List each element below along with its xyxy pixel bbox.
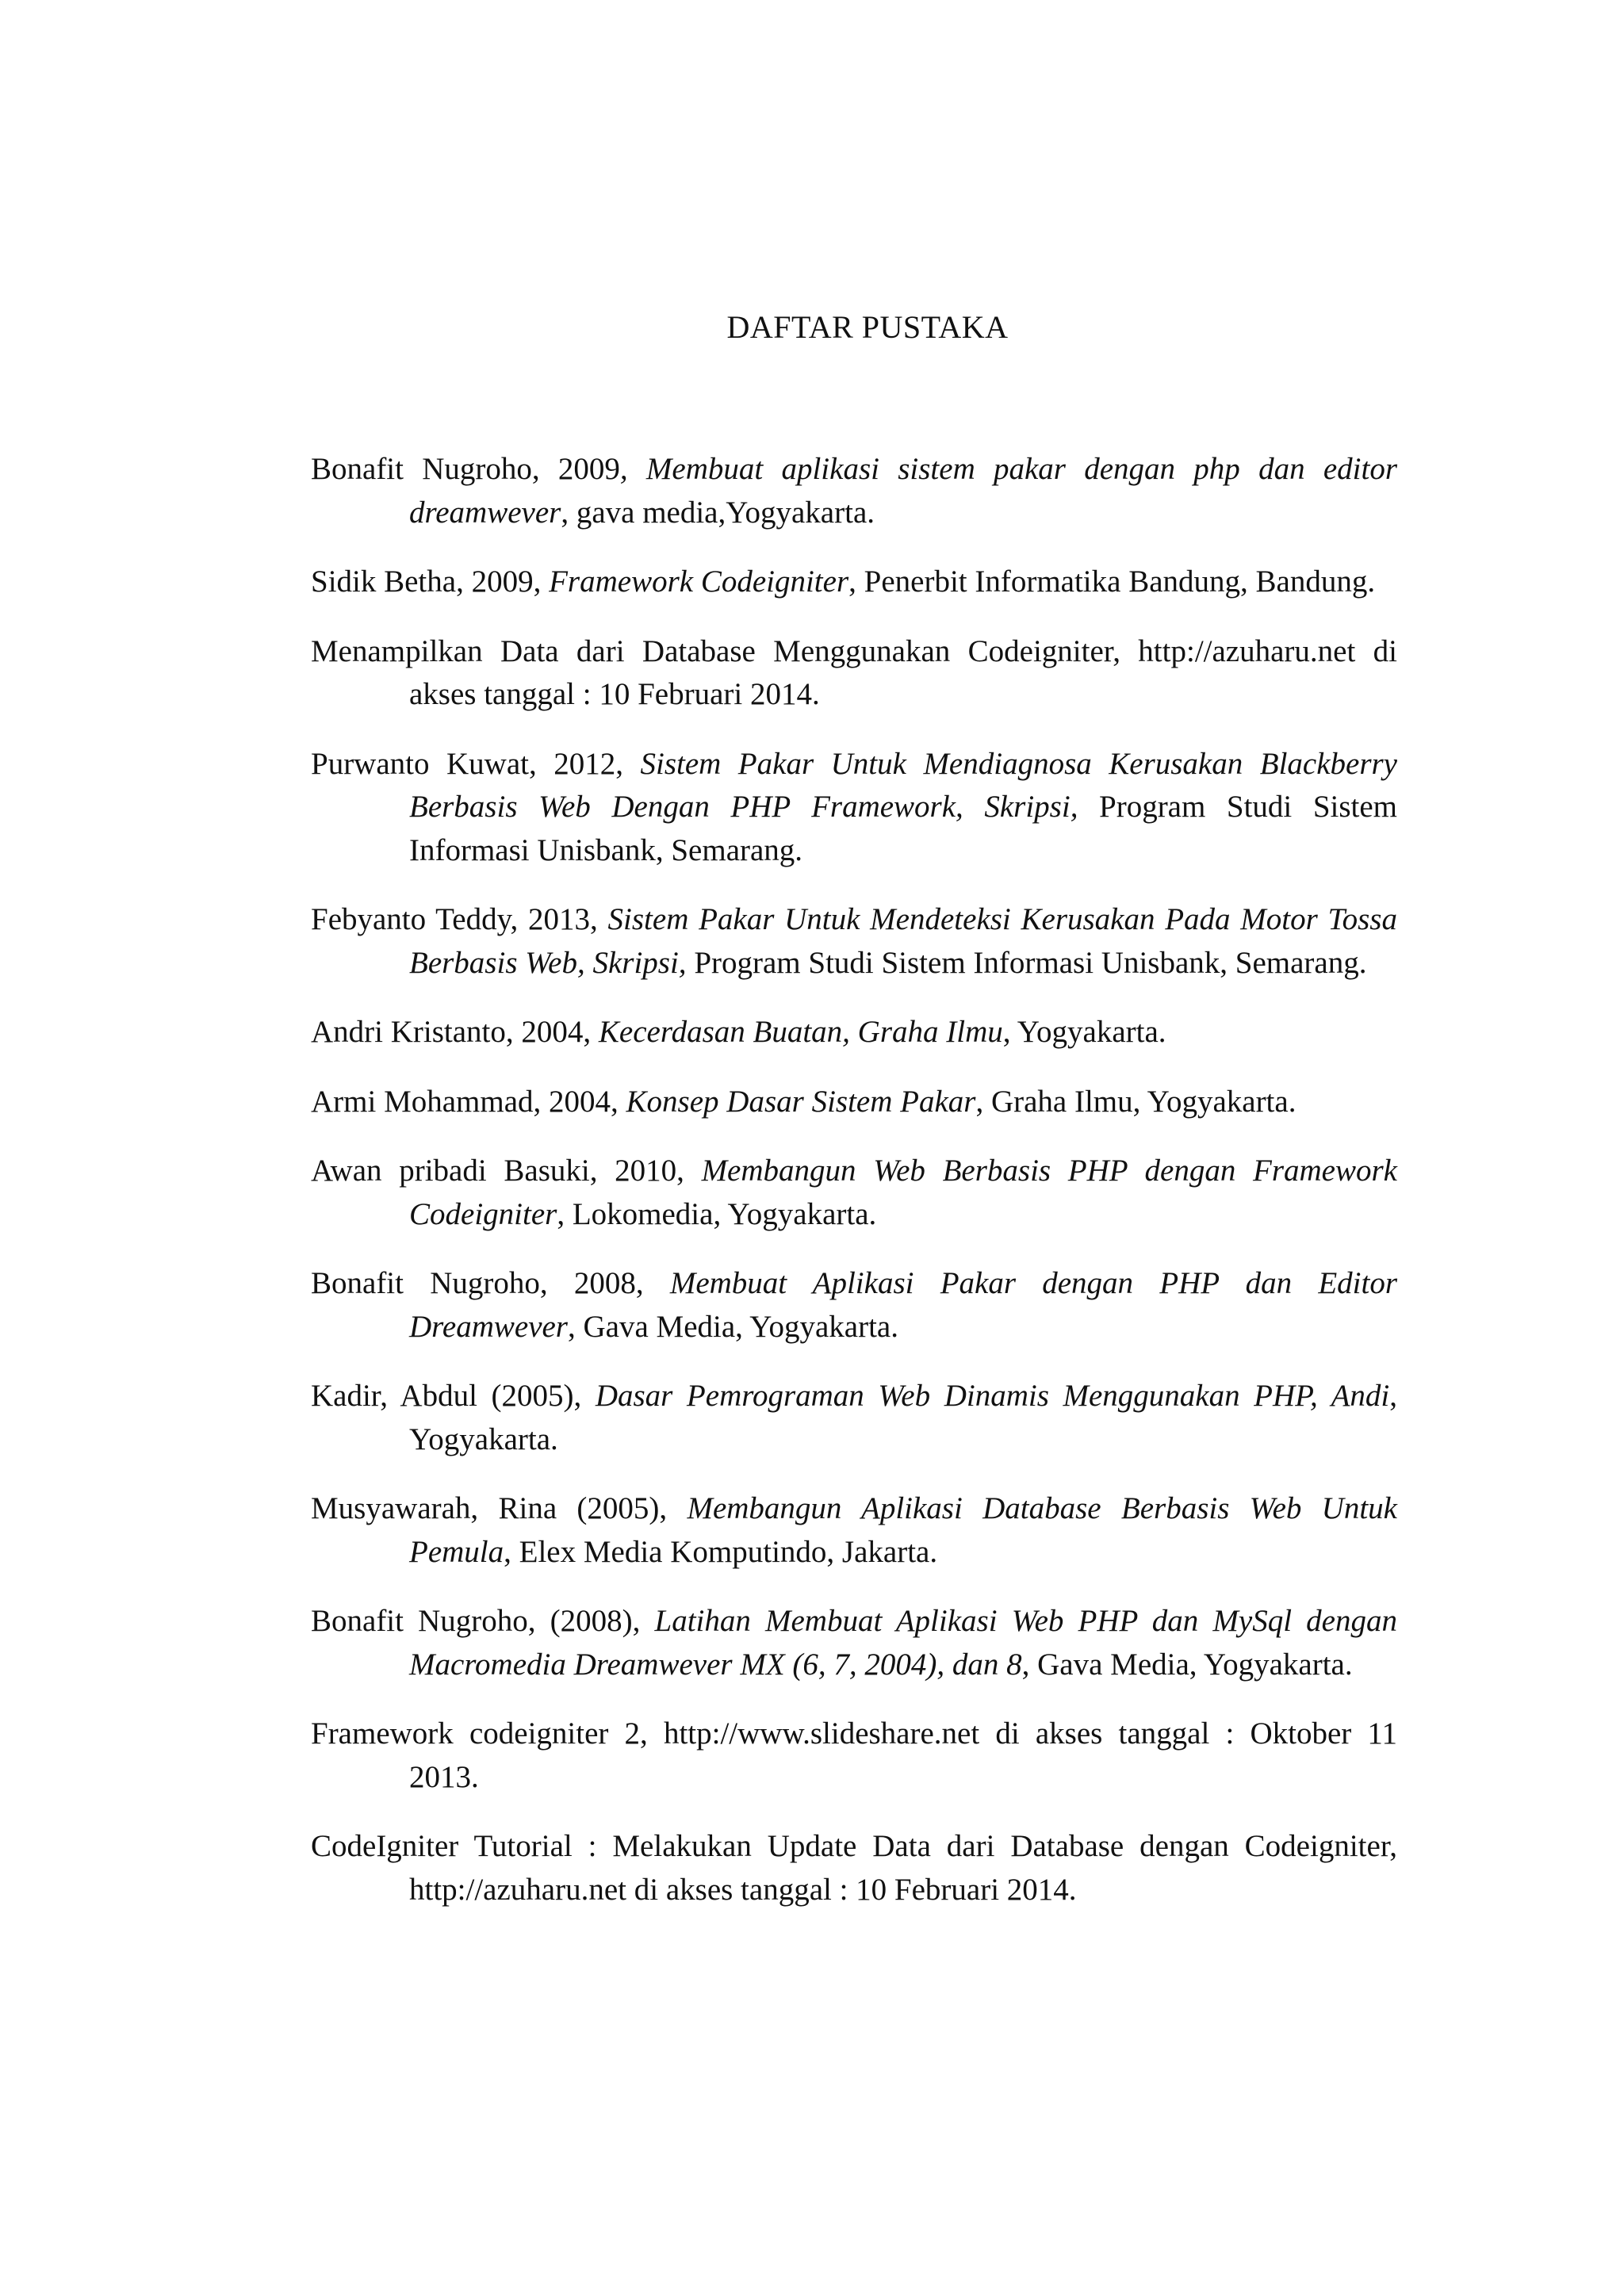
reference-text: Armi Mohammad, 2004, xyxy=(311,1084,626,1119)
reference-title-text: Kecerdasan Buatan, Graha Ilmu xyxy=(598,1015,1003,1049)
reference-text: , Yogyakarta. xyxy=(409,1379,1397,1456)
reference-text: Menampilkan Data dari Database Menggunakan Codeigniter, http://azuharu.net di akses tanggal : 10 Februari 2014. xyxy=(311,633,1397,711)
reference-entry xyxy=(311,1081,1397,1124)
reference-text: , Lokomedia, Yogyakarta. xyxy=(557,1196,877,1231)
reference-entry xyxy=(311,898,1397,985)
reference-text: , Graha Ilmu, Yogyakarta. xyxy=(975,1084,1297,1119)
reference-entry xyxy=(311,630,1397,717)
reference-entry xyxy=(311,1011,1397,1054)
reference-text: , Yogyakarta. xyxy=(1002,1015,1166,1049)
reference-text: Bonafit Nugroho, 2008, xyxy=(311,1266,670,1300)
reference-entry xyxy=(311,1600,1397,1686)
reference-title-text: Konsep Dasar Sistem Pakar xyxy=(626,1084,976,1119)
reference-entry xyxy=(311,1825,1397,1911)
reference-entry xyxy=(311,561,1397,604)
reference-text: Febyanto Teddy, 2013, xyxy=(311,902,608,936)
reference-entry xyxy=(311,1262,1397,1349)
reference-text: Bonafit Nugroho, (2008), xyxy=(311,1604,655,1638)
reference-entry xyxy=(311,448,1397,534)
reference-text: Program Studi Sistem Informasi Unisbank, Semarang. xyxy=(409,790,1398,867)
reference-text: Awan pribadi Basuki, 2010, xyxy=(311,1154,702,1188)
reference-title-text: , Membuat aplikasi sistem pakar dengan php dan editor dreamwever xyxy=(409,452,1397,530)
reference-text: Musyawarah, Rina (2005), xyxy=(311,1491,688,1525)
page-title: DAFTAR PUSTAKA xyxy=(726,309,1009,345)
reference-entry xyxy=(311,1712,1397,1799)
reference-text: CodeIgniter Tutorial : Melakukan Update Data dari Database dengan Codeigniter, http://azuharu.net di akses tanggal : 10 Februari 2014. xyxy=(311,1829,1397,1907)
reference-entry xyxy=(311,1150,1397,1236)
reference-entry xyxy=(311,1487,1397,1574)
reference-title-text: Sistem Pakar Untuk Mendiagnosa Kerusakan Blackberry Berbasis Web Dengan PHP Framework, Skripsi, xyxy=(409,746,1397,824)
reference-text: , Penerbit Informatika Bandung, Bandung. xyxy=(848,564,1376,599)
reference-list xyxy=(311,448,1397,1938)
reference-title-text: Membangun Web Berbasis PHP dengan Framework Codeigniter xyxy=(409,1154,1397,1231)
reference-entry xyxy=(311,1375,1397,1461)
reference-text: Bonafit Nugroho, 2009 xyxy=(311,452,620,486)
reference-text: Kadir, Abdul (2005), xyxy=(311,1379,596,1413)
reference-entry xyxy=(311,743,1397,873)
reference-text: , Gava Media, Yogyakarta. xyxy=(568,1309,898,1344)
reference-text: , Gava Media, Yogyakarta. xyxy=(1021,1647,1353,1682)
reference-title-text: Latihan Membuat Aplikasi Web PHP dan MySql dengan Macromedia Dreamwever MX (6, 7, 2004), dan 8 xyxy=(409,1604,1397,1682)
reference-title-text: Dasar Pemrograman Web Dinamis Menggunakan PHP, Andi xyxy=(595,1379,1390,1413)
reference-text: Andri Kristanto, 2004, xyxy=(311,1015,599,1049)
reference-text: , gava media,Yogyakarta. xyxy=(561,495,875,530)
reference-title-text: Membangun Aplikasi Database Berbasis Web Untuk Pemula xyxy=(409,1491,1397,1569)
reference-text: , Elex Media Komputindo, Jakarta. xyxy=(504,1534,938,1569)
reference-text: Purwanto Kuwat, 2012, xyxy=(311,746,641,781)
reference-text: Sidik Betha, 2009, xyxy=(311,564,550,599)
reference-title-text: Membuat Aplikasi Pakar dengan PHP dan Editor Dreamwever xyxy=(409,1266,1397,1344)
reference-text: Program Studi Sistem Informasi Unisbank, Semarang. xyxy=(686,945,1367,980)
reference-title-text: Sistem Pakar Untuk Mendeteksi Kerusakan Pada Motor Tossa Berbasis Web, Skripsi, xyxy=(409,902,1397,980)
reference-title-text: Framework Codeigniter xyxy=(549,564,849,599)
reference-text: Framework codeigniter 2, http://www.slideshare.net di akses tanggal : Oktober 11 2013. xyxy=(311,1716,1397,1794)
